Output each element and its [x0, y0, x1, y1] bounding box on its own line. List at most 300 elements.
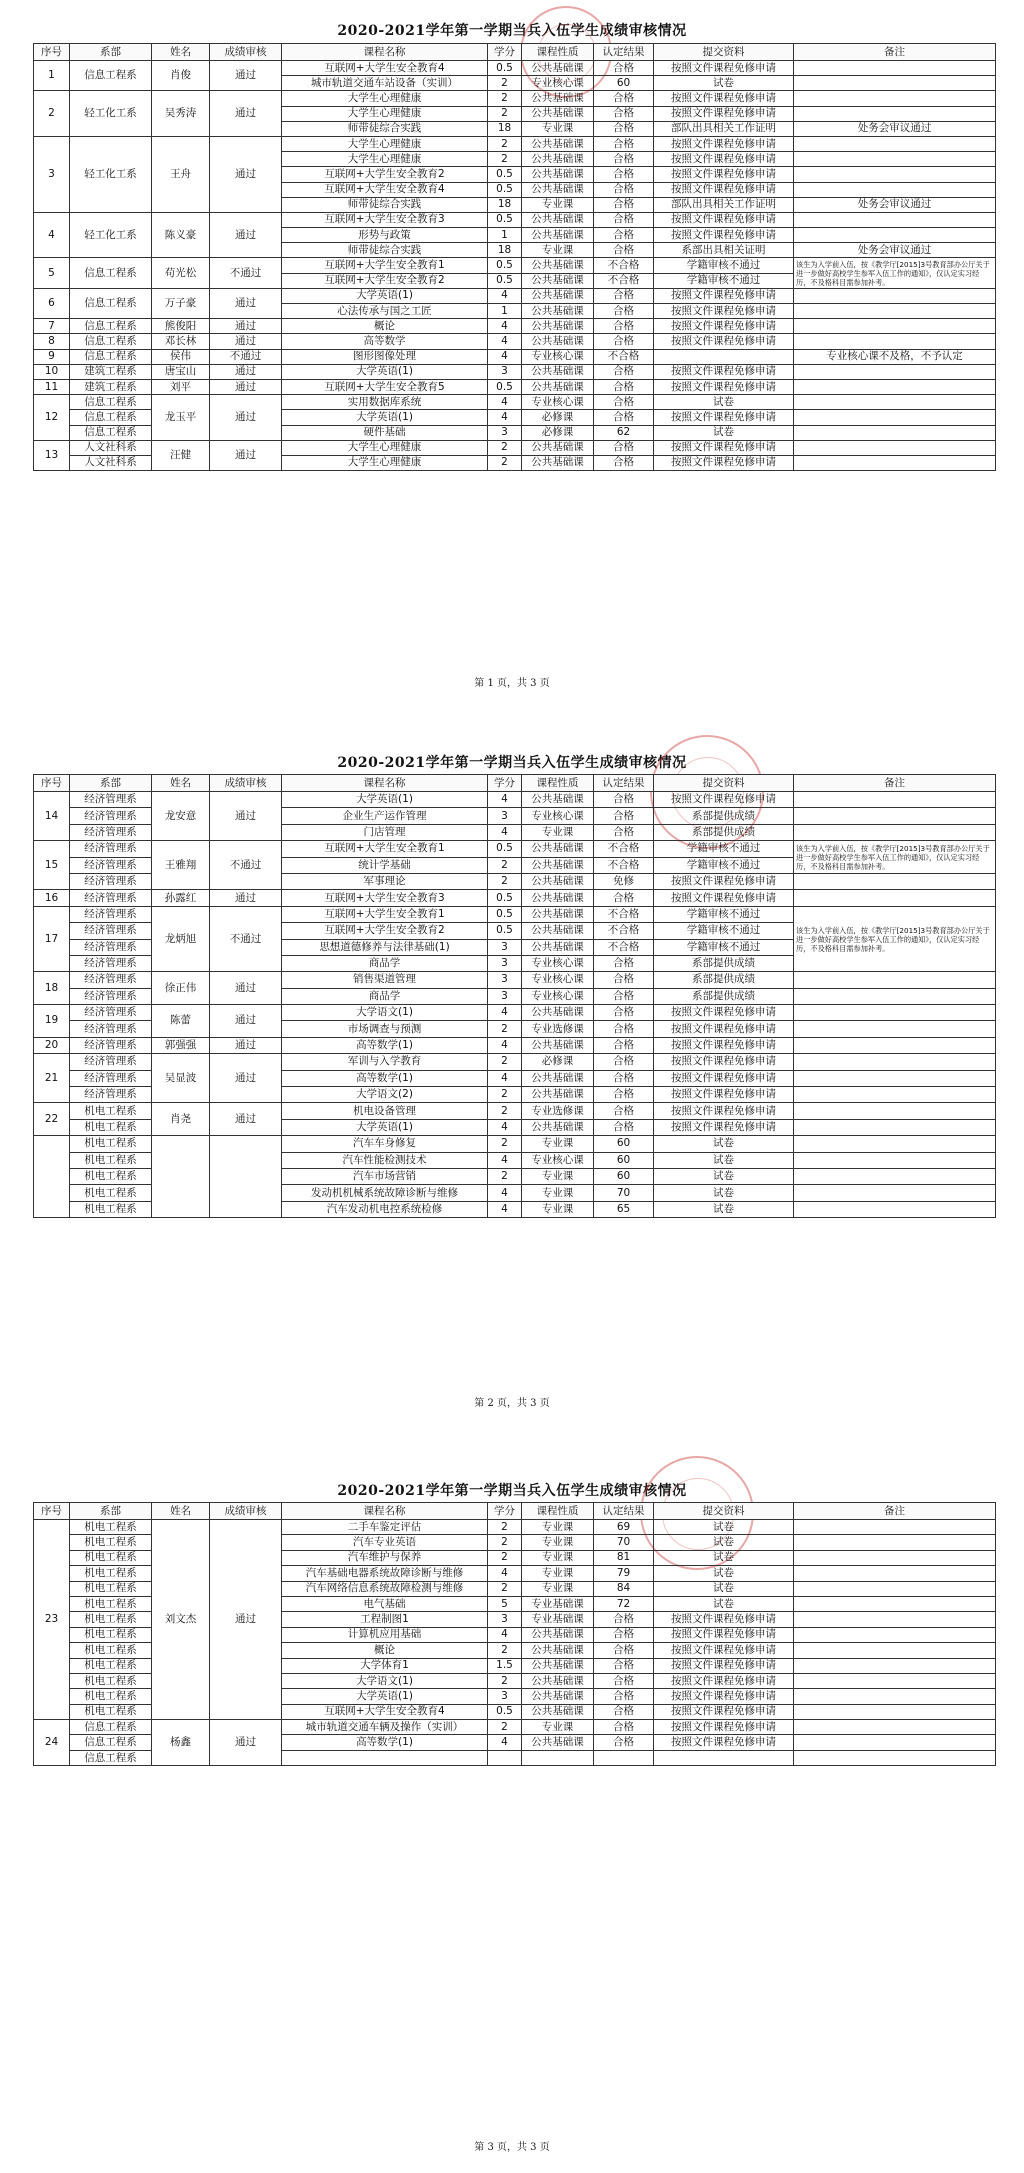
course-cell: 大学英语(1) — [282, 1119, 488, 1135]
course-cell: 大学生心理健康 — [282, 106, 488, 121]
note-cell — [794, 136, 996, 151]
dept-cell: 信息工程系 — [70, 349, 152, 364]
course-cell: 大学语文(2) — [282, 1087, 488, 1103]
course-type-cell: 公共基础课 — [522, 379, 594, 394]
page-footer: 第 2 页，共 3 页 — [474, 1398, 550, 1409]
course-cell: 图形图像处理 — [282, 349, 488, 364]
review-cell: 通过 — [210, 440, 282, 470]
dept-cell: 轻工化工系 — [70, 91, 152, 137]
note-cell — [794, 91, 996, 106]
course-type-cell: 公共基础课 — [522, 1070, 594, 1086]
dept-cell: 信息工程系 — [70, 258, 152, 288]
table-row — [34, 258, 996, 273]
page-3 — [0, 1450, 1024, 2173]
material-cell: 学籍审核不通过 — [654, 923, 794, 939]
seq-cell: 10 — [34, 364, 70, 379]
result-cell: 合格 — [594, 890, 654, 906]
review-cell: 通过 — [210, 379, 282, 394]
seq-cell: 20 — [34, 1037, 70, 1053]
material-cell: 按照文件课程免修申请 — [654, 288, 794, 303]
material-cell: 按照文件课程免修申请 — [654, 319, 794, 334]
note-cell — [794, 1168, 996, 1184]
dept-cell: 经济管理系 — [70, 1021, 152, 1037]
note-cell — [794, 1087, 996, 1103]
credit-cell: 2 — [488, 1136, 522, 1152]
course-type-cell: 公共基础课 — [522, 1005, 594, 1021]
material-cell: 系部提供成绩 — [654, 824, 794, 840]
result-cell: 合格 — [594, 1037, 654, 1053]
table-row — [34, 906, 996, 922]
note-cell — [794, 167, 996, 182]
course-cell: 实用数据库系统 — [282, 395, 488, 410]
seq-cell: 7 — [34, 319, 70, 334]
dept-cell: 经济管理系 — [70, 1087, 152, 1103]
dept-cell: 机电工程系 — [70, 1520, 152, 1535]
seq-cell: 22 — [34, 1103, 70, 1136]
material-cell: 按照文件课程免修申请 — [654, 1627, 794, 1642]
course-type-cell: 专业核心课 — [522, 395, 594, 410]
material-cell: 按照文件课程免修申请 — [654, 1704, 794, 1719]
dept-cell: 经济管理系 — [70, 972, 152, 988]
header-course: 课程名称 — [282, 1503, 488, 1520]
course-type-cell: 公共基础课 — [522, 273, 594, 288]
note-cell — [794, 1021, 996, 1037]
result-cell: 70 — [594, 1535, 654, 1550]
name-cell: 邓长林 — [152, 334, 210, 349]
credit-cell: 4 — [488, 1185, 522, 1201]
note-cell — [794, 792, 996, 808]
result-cell: 69 — [594, 1520, 654, 1535]
result-cell: 60 — [594, 1152, 654, 1168]
dept-cell: 信息工程系 — [70, 1750, 152, 1765]
course-cell: 汽车基础电器系统故障诊断与维修 — [282, 1566, 488, 1581]
header-dept: 系部 — [70, 1503, 152, 1520]
credit-cell: 0.5 — [488, 212, 522, 227]
credit-cell: 18 — [488, 197, 522, 212]
table-row — [34, 379, 996, 394]
result-cell: 合格 — [594, 455, 654, 470]
material-cell: 学籍审核不通过 — [654, 906, 794, 922]
review-cell: 通过 — [210, 334, 282, 349]
page-title: 2020-2021学年第一学期当兵入伍学生成绩审核情况 — [337, 1483, 687, 1499]
material-cell: 系部提供成绩 — [654, 972, 794, 988]
course-type-cell: 专业核心课 — [522, 349, 594, 364]
course-type-cell: 专业课 — [522, 1535, 594, 1550]
course-type-cell: 专业核心课 — [522, 1152, 594, 1168]
dept-cell: 机电工程系 — [70, 1673, 152, 1688]
course-cell: 大学生心理健康 — [282, 455, 488, 470]
course-cell: 互联网+大学生安全教育1 — [282, 906, 488, 922]
dept-cell: 机电工程系 — [70, 1136, 152, 1152]
note-cell — [794, 425, 996, 440]
material-cell: 按照文件课程免修申请 — [654, 228, 794, 243]
course-type-cell: 公共基础课 — [522, 228, 594, 243]
credit-cell: 2 — [488, 1673, 522, 1688]
dept-cell: 信息工程系 — [70, 1735, 152, 1750]
name-cell: 侯伟 — [152, 349, 210, 364]
review-cell: 通过 — [210, 91, 282, 137]
dept-cell: 经济管理系 — [70, 1054, 152, 1070]
course-cell — [282, 1750, 488, 1765]
table-row — [34, 319, 996, 334]
credit-cell: 1.5 — [488, 1658, 522, 1673]
material-cell: 按照文件课程免修申请 — [654, 1054, 794, 1070]
course-cell: 城市轨道交通车站设备（实训） — [282, 76, 488, 91]
material-cell — [654, 1750, 794, 1765]
note-cell — [794, 1520, 996, 1535]
note-cell — [794, 873, 996, 889]
header-name: 姓名 — [152, 775, 210, 792]
material-cell: 按照文件课程免修申请 — [654, 1689, 794, 1704]
result-cell: 合格 — [594, 972, 654, 988]
note-cell — [794, 1201, 996, 1217]
note-cell — [794, 182, 996, 197]
result-cell: 合格 — [594, 1070, 654, 1086]
course-type-cell: 必修课 — [522, 410, 594, 425]
credit-cell: 2 — [488, 152, 522, 167]
dept-cell: 信息工程系 — [70, 425, 152, 440]
review-cell: 通过 — [210, 1520, 282, 1720]
material-cell: 系部提供成绩 — [654, 808, 794, 824]
material-cell: 按照文件课程免修申请 — [654, 1021, 794, 1037]
note-cell — [794, 395, 996, 410]
material-cell: 试卷 — [654, 1185, 794, 1201]
material-cell: 试卷 — [654, 1581, 794, 1596]
dept-cell: 建筑工程系 — [70, 364, 152, 379]
credit-cell: 4 — [488, 824, 522, 840]
course-type-cell: 公共基础课 — [522, 1673, 594, 1688]
course-cell: 大学英语(1) — [282, 364, 488, 379]
dept-cell: 经济管理系 — [70, 939, 152, 955]
course-cell: 大学英语(1) — [282, 288, 488, 303]
note-cell — [794, 1119, 996, 1135]
table-row — [34, 349, 996, 364]
credit-cell: 3 — [488, 364, 522, 379]
material-cell: 试卷 — [654, 1520, 794, 1535]
result-cell: 合格 — [594, 792, 654, 808]
course-cell: 汽车网络信息系统故障检测与维修 — [282, 1581, 488, 1596]
course-cell: 互联网+大学生安全教育2 — [282, 273, 488, 288]
course-cell: 互联网+大学生安全教育2 — [282, 923, 488, 939]
course-type-cell: 公共基础课 — [522, 167, 594, 182]
result-cell: 合格 — [594, 1627, 654, 1642]
note-cell — [794, 228, 996, 243]
note-cell — [794, 1566, 996, 1581]
course-cell: 高等数学 — [282, 334, 488, 349]
course-type-cell: 专业核心课 — [522, 955, 594, 971]
credit-cell: 18 — [488, 121, 522, 136]
dept-cell: 机电工程系 — [70, 1658, 152, 1673]
note-cell — [794, 1643, 996, 1658]
result-cell — [594, 1750, 654, 1765]
course-type-cell — [522, 1750, 594, 1765]
course-cell: 计算机应用基础 — [282, 1627, 488, 1642]
name-cell: 肖俊 — [152, 61, 210, 91]
course-cell: 门店管理 — [282, 824, 488, 840]
result-cell: 合格 — [594, 212, 654, 227]
material-cell: 按照文件课程免修申请 — [654, 1070, 794, 1086]
course-type-cell: 公共基础课 — [522, 106, 594, 121]
note-cell — [794, 1658, 996, 1673]
header-review: 成绩审核 — [210, 44, 282, 61]
course-type-cell: 专业选修课 — [522, 1103, 594, 1119]
course-type-cell: 专业课 — [522, 1566, 594, 1581]
credit-cell: 2 — [488, 1103, 522, 1119]
note-cell — [794, 288, 996, 303]
material-cell: 按照文件课程免修申请 — [654, 873, 794, 889]
credit-cell: 3 — [488, 939, 522, 955]
note-cell — [794, 1596, 996, 1611]
note-cell — [794, 76, 996, 91]
result-cell: 合格 — [594, 988, 654, 1004]
material-cell: 试卷 — [654, 425, 794, 440]
dept-cell: 建筑工程系 — [70, 379, 152, 394]
dept-cell: 信息工程系 — [70, 334, 152, 349]
material-cell: 试卷 — [654, 1201, 794, 1217]
result-cell: 合格 — [594, 379, 654, 394]
page-footer: 第 1 页，共 3 页 — [474, 678, 550, 689]
credit-cell: 0.5 — [488, 273, 522, 288]
result-cell: 79 — [594, 1566, 654, 1581]
review-cell: 通过 — [210, 212, 282, 258]
credit-cell: 2 — [488, 440, 522, 455]
dept-cell: 信息工程系 — [70, 395, 152, 410]
material-cell: 按照文件课程免修申请 — [654, 152, 794, 167]
course-type-cell: 专业课 — [522, 243, 594, 258]
note-cell — [794, 212, 996, 227]
course-cell: 军事理论 — [282, 873, 488, 889]
credit-cell: 3 — [488, 955, 522, 971]
material-cell: 按照文件课程免修申请 — [654, 1087, 794, 1103]
course-type-cell: 公共基础课 — [522, 1037, 594, 1053]
course-type-cell: 公共基础课 — [522, 841, 594, 857]
dept-cell: 经济管理系 — [70, 841, 152, 857]
credit-cell — [488, 1750, 522, 1765]
course-cell: 大学语文(1) — [282, 1005, 488, 1021]
table-row — [34, 91, 996, 106]
header-material: 提交资料 — [654, 1503, 794, 1520]
credit-cell: 4 — [488, 1119, 522, 1135]
credit-cell: 4 — [488, 1152, 522, 1168]
table-row — [34, 1136, 996, 1152]
material-cell: 按照文件课程免修申请 — [654, 91, 794, 106]
result-cell: 合格 — [594, 319, 654, 334]
note-cell — [794, 1005, 996, 1021]
seq-cell: 11 — [34, 379, 70, 394]
dept-cell: 经济管理系 — [70, 1005, 152, 1021]
dept-cell: 机电工程系 — [70, 1535, 152, 1550]
credit-cell: 4 — [488, 349, 522, 364]
course-type-cell: 公共基础课 — [522, 1704, 594, 1719]
note-cell — [794, 1581, 996, 1596]
material-cell: 按照文件课程免修申请 — [654, 304, 794, 319]
course-type-cell: 公共基础课 — [522, 792, 594, 808]
table-row — [34, 890, 996, 906]
result-cell: 合格 — [594, 410, 654, 425]
material-cell: 部队出具相关工作证明 — [654, 121, 794, 136]
name-cell: 万子豪 — [152, 288, 210, 318]
credit-cell: 4 — [488, 1627, 522, 1642]
credit-cell: 4 — [488, 792, 522, 808]
seq-cell: 14 — [34, 792, 70, 841]
result-cell: 不合格 — [594, 923, 654, 939]
review-cell: 通过 — [210, 61, 282, 91]
name-cell: 刘平 — [152, 379, 210, 394]
result-cell: 合格 — [594, 91, 654, 106]
course-type-cell: 公共基础课 — [522, 288, 594, 303]
name-cell: 徐正伟 — [152, 972, 210, 1005]
course-cell: 城市轨道交通车辆及操作（实训） — [282, 1720, 488, 1735]
review-cell: 通过 — [210, 136, 282, 212]
credit-cell: 2 — [488, 1054, 522, 1070]
review-cell: 不通过 — [210, 906, 282, 972]
credit-cell: 0.5 — [488, 890, 522, 906]
dept-cell: 机电工程系 — [70, 1103, 152, 1119]
table-row — [34, 136, 996, 151]
course-cell: 师带徒综合实践 — [282, 121, 488, 136]
course-type-cell: 专业选修课 — [522, 1021, 594, 1037]
dept-cell: 机电工程系 — [70, 1168, 152, 1184]
course-type-cell: 公共基础课 — [522, 1689, 594, 1704]
credit-cell: 3 — [488, 972, 522, 988]
review-cell: 通过 — [210, 1720, 282, 1766]
material-cell: 试卷 — [654, 395, 794, 410]
course-type-cell: 公共基础课 — [522, 91, 594, 106]
course-cell: 机电设备管理 — [282, 1103, 488, 1119]
note-cell: 处务会审议通过 — [794, 121, 996, 136]
material-cell: 按照文件课程免修申请 — [654, 364, 794, 379]
material-cell: 按照文件课程免修申请 — [654, 106, 794, 121]
dept-cell: 人文社科系 — [70, 440, 152, 455]
review-cell: 通过 — [210, 1054, 282, 1103]
review-cell: 通过 — [210, 792, 282, 841]
name-cell — [152, 1136, 210, 1218]
course-cell: 师带徒综合实践 — [282, 243, 488, 258]
material-cell: 按照文件课程免修申请 — [654, 334, 794, 349]
credit-cell: 2 — [488, 1535, 522, 1550]
credit-cell: 2 — [488, 1581, 522, 1596]
course-cell: 大学语文(1) — [282, 1673, 488, 1688]
note-cell — [794, 440, 996, 455]
seq-cell: 16 — [34, 890, 70, 906]
dept-cell: 经济管理系 — [70, 923, 152, 939]
course-type-cell: 公共基础课 — [522, 258, 594, 273]
dept-cell: 机电工程系 — [70, 1596, 152, 1611]
table-row — [34, 1005, 996, 1021]
material-cell: 按照文件课程免修申请 — [654, 1735, 794, 1750]
material-cell: 试卷 — [654, 1566, 794, 1581]
header-review: 成绩审核 — [210, 775, 282, 792]
table-row — [34, 440, 996, 455]
note-cell — [794, 972, 996, 988]
header-course: 课程名称 — [282, 775, 488, 792]
material-cell: 按照文件课程免修申请 — [654, 136, 794, 151]
credit-cell: 1 — [488, 304, 522, 319]
header-name: 姓名 — [152, 1503, 210, 1520]
material-cell: 按照文件课程免修申请 — [654, 792, 794, 808]
credit-cell: 2 — [488, 1021, 522, 1037]
dept-cell: 机电工程系 — [70, 1201, 152, 1217]
note-cell — [794, 1750, 996, 1765]
review-cell: 通过 — [210, 1005, 282, 1038]
header-dept: 系部 — [70, 44, 152, 61]
table-row — [34, 972, 996, 988]
credit-cell: 0.5 — [488, 923, 522, 939]
course-type-cell: 公共基础课 — [522, 455, 594, 470]
header-result: 认定结果 — [594, 44, 654, 61]
seq-cell: 8 — [34, 334, 70, 349]
course-cell: 商品学 — [282, 988, 488, 1004]
note-cell — [794, 334, 996, 349]
note-cell — [794, 1070, 996, 1086]
course-type-cell: 专业课 — [522, 824, 594, 840]
result-cell: 合格 — [594, 1087, 654, 1103]
name-cell: 唐宝山 — [152, 364, 210, 379]
material-cell: 试卷 — [654, 1168, 794, 1184]
note-cell — [794, 1103, 996, 1119]
review-cell: 通过 — [210, 972, 282, 1005]
material-cell — [654, 349, 794, 364]
material-cell: 按照文件课程免修申请 — [654, 1720, 794, 1735]
course-type-cell: 专业课 — [522, 1136, 594, 1152]
seq-cell: 1 — [34, 61, 70, 91]
credit-cell: 2 — [488, 76, 522, 91]
course-cell: 军训与入学教育 — [282, 1054, 488, 1070]
course-cell: 销售渠道管理 — [282, 972, 488, 988]
table-row — [34, 1054, 996, 1070]
name-cell: 王舟 — [152, 136, 210, 212]
review-cell: 不通过 — [210, 349, 282, 364]
course-type-cell: 专业课 — [522, 1581, 594, 1596]
credit-cell: 1 — [488, 228, 522, 243]
course-cell: 概论 — [282, 319, 488, 334]
result-cell: 合格 — [594, 395, 654, 410]
credit-cell: 0.5 — [488, 841, 522, 857]
credit-cell: 2 — [488, 1720, 522, 1735]
course-cell: 汽车维护与保养 — [282, 1550, 488, 1565]
score-review-table — [33, 1502, 996, 1766]
table-row — [34, 395, 996, 410]
note-cell — [794, 319, 996, 334]
review-cell: 通过 — [210, 364, 282, 379]
note-cell — [794, 1612, 996, 1627]
note-cell — [794, 890, 996, 906]
course-type-cell: 专业核心课 — [522, 76, 594, 91]
result-cell: 合格 — [594, 1735, 654, 1750]
course-type-cell: 专业课 — [522, 197, 594, 212]
result-cell: 合格 — [594, 1054, 654, 1070]
result-cell: 合格 — [594, 106, 654, 121]
result-cell: 合格 — [594, 152, 654, 167]
header-note: 备注 — [794, 44, 996, 61]
seq-cell: 23 — [34, 1520, 70, 1720]
header-credit: 学分 — [488, 775, 522, 792]
course-cell: 大学生心理健康 — [282, 91, 488, 106]
name-cell: 吴秀涛 — [152, 91, 210, 137]
credit-cell: 2 — [488, 1168, 522, 1184]
result-cell: 81 — [594, 1550, 654, 1565]
seq-cell: 15 — [34, 841, 70, 890]
review-cell: 不通过 — [210, 258, 282, 288]
credit-cell: 4 — [488, 1037, 522, 1053]
dept-cell: 机电工程系 — [70, 1185, 152, 1201]
credit-cell: 4 — [488, 334, 522, 349]
material-cell: 按照文件课程免修申请 — [654, 379, 794, 394]
course-cell: 高等数学(1) — [282, 1070, 488, 1086]
note-cell — [794, 379, 996, 394]
result-cell: 不合格 — [594, 841, 654, 857]
dept-cell: 机电工程系 — [70, 1627, 152, 1642]
